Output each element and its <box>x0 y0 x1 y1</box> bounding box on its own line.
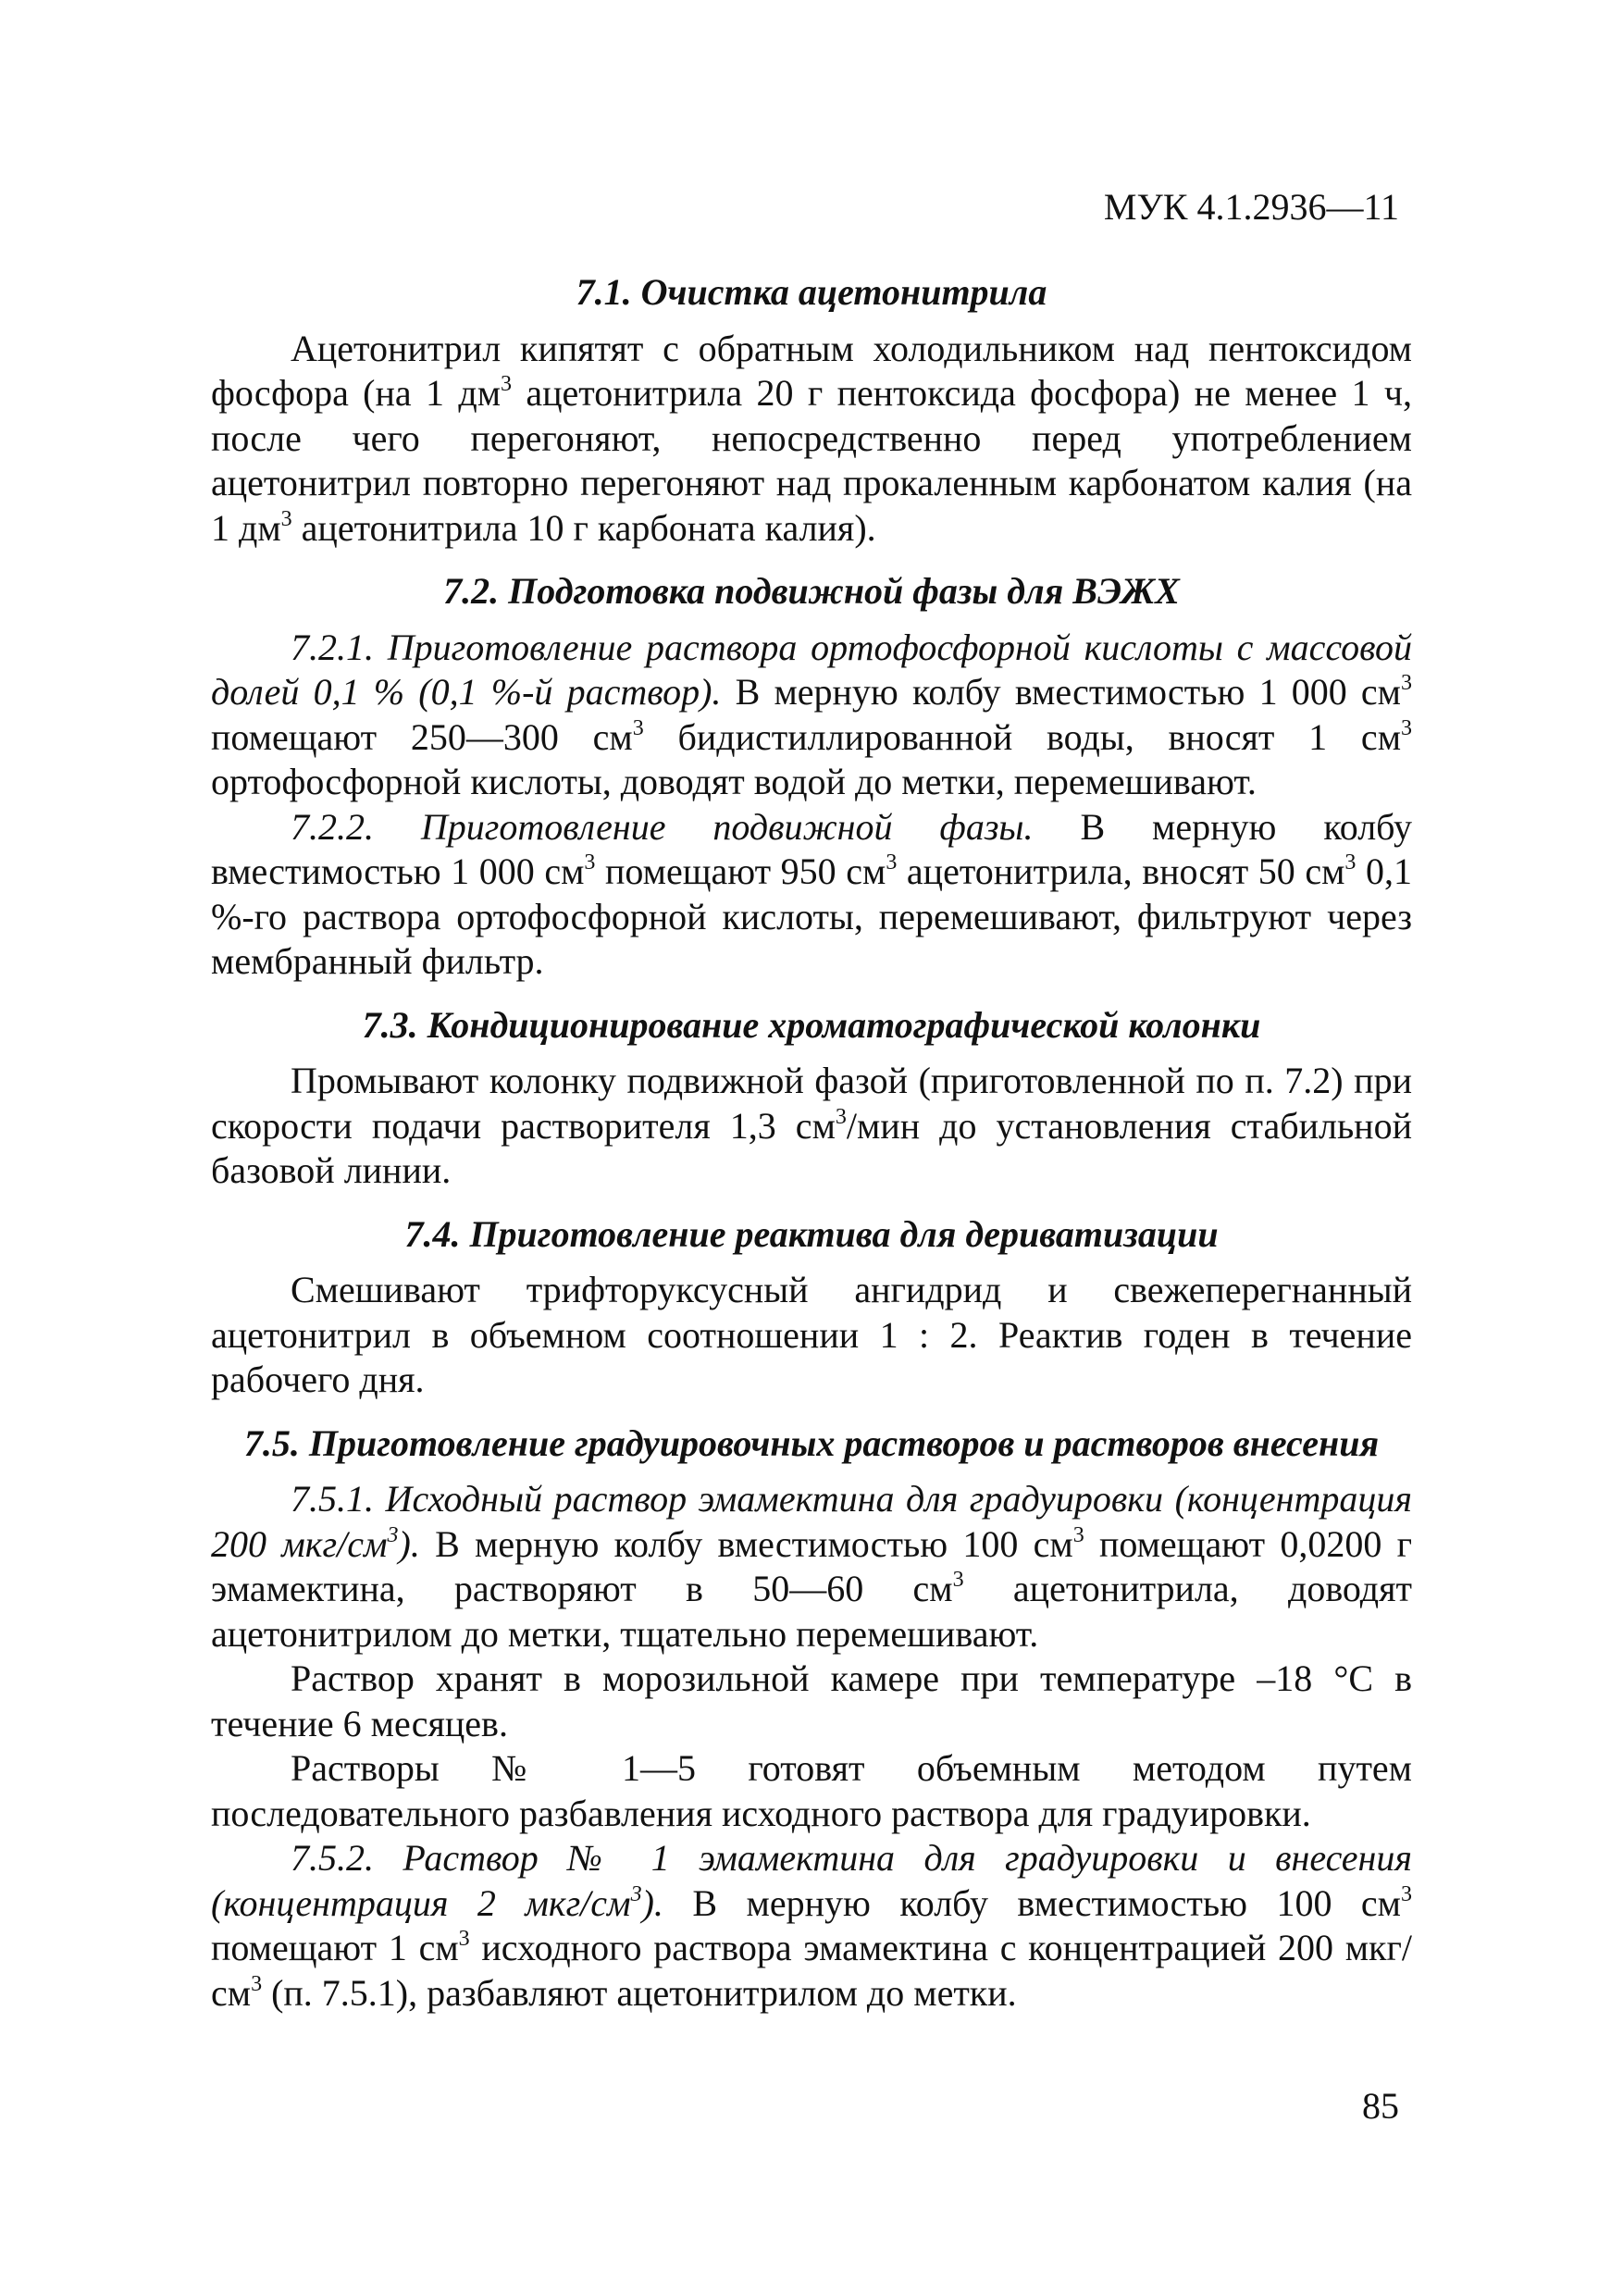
subsection-title-7-2-2: 7.2.2. Приготовление подвижной фазы. <box>291 805 1034 848</box>
paragraph-7-5-2: 7.5.2. Раствор № 1 эмамектина для градуировки и внесения (концентрация 2 мкг/$см^3$). В мерную колбу вместимостью 100 $см^3$ помещают 1 $см^3$ исходного раствора эмамектина с концентрацией 200 мкг/$см^3$ (п. 7.5.1), разбавляют ацетонитрилом до метки. <box>211 1837 1412 2014</box>
paragraph-solutions: Растворы № 1—5 готовят объемным методом путем последовательного разбавления исходного раствора для градуировки. <box>211 1747 1412 1834</box>
document-code: МУК 4.1.2936—11 <box>1103 186 1399 228</box>
paragraph-7-1: Ацетонитрил кипятят с обратным холодильником над пентоксидом фосфора (на 1 $дм^3$ ацетонитрила 20 г пентоксида фосфора) не менее 1 ч, после чего перегоняют, непосредственно перед употреблением ацетонитрил повторно перегоняют над прокаленным карбонатом калия (на 1 $дм^3$ ацетонитрила 10 г карбоната калия). <box>211 327 1412 549</box>
paragraph-storage: Раствор хранят в морозильной камере при температуре –18 °С в течение 6 месяцев. <box>211 1657 1412 1744</box>
section-heading-7-2: 7.2. Подготовка подвижной фазы для ВЭЖХ <box>443 570 1180 612</box>
paragraph-7-2-2: 7.2.2. Приготовление подвижной фазы. В мерную колбу вместимостью 1 000 $см^3$ помещают 950 $см^3$ ацетонитрила, вносят 50 $см^3$ 0,1 %-го раствора ортофосфорной кислоты, перемешивают, фильтруют через мембранный фильтр. <box>211 805 1413 982</box>
section-heading-7-3: 7.3. Кондиционирование хроматографической колонки <box>362 1003 1261 1046</box>
paragraph-7-4: Смешивают трифторуксусный ангидрид и свежеперегнанный ацетонитрил в объемном соотношении 1 : 2. Реактив годен в течение рабочего дня. <box>211 1269 1412 1400</box>
subsection-title-7-5-1: 7.5.1. Исходный раствор эмамектина для градуировки (концентрация 200 мкг/$см^3$). <box>211 1478 1412 1565</box>
subsection-title-7-5-2: 7.5.2. Раствор № 1 эмамектина для градуировки и внесения (концентрация 2 мкг/$см^3$). <box>211 1837 1412 1924</box>
paragraph-7-3: Промывают колонку подвижной фазой (приготовленной по п. 7.2) при скорости подачи растворителя 1,3 $см^3$/мин до установления стабильной базовой линии. <box>211 1060 1412 1191</box>
subsection-title-7-2-1: 7.2.1. Приготовление раствора ортофосфорной кислоты с массовой долей 0,1 % (0,1 %-й раствор). <box>211 626 1412 713</box>
page-number: 85 <box>1362 2085 1399 2127</box>
section-heading-7-4: 7.4. Приготовление реактива для дериватизации <box>404 1212 1219 1255</box>
section-heading-7-5: 7.5. Приготовление градуировочных растворов и растворов внесения <box>243 1421 1380 1464</box>
paragraph-7-2-1: 7.2.1. Приготовление раствора ортофосфорной кислоты с массовой долей 0,1 % (0,1 %-й раствор). В мерную колбу вместимостью 1 000 $см^3$ помещают 250—300 $см^3$ бидистиллированной воды, вносят 1 $см^3$ ортофосфорной кислоты, доводят водой до метки, перемешивают. <box>211 626 1413 802</box>
paragraph-7-5-1: 7.5.1. Исходный раствор эмамектина для градуировки (концентрация 200 мкг/$см^3$). В мерную колбу вместимостью 100 $см^3$ помещают 0,0200 г эмамектина, растворяют в 50—60 $см^3$ ацетонитрила, доводят ацетонитрилом до метки, тщательно перемешивают. <box>211 1478 1413 1655</box>
page-content <box>211 270 1412 2016</box>
section-heading-7-1: 7.1. Очистка ацетонитрила <box>576 271 1047 313</box>
